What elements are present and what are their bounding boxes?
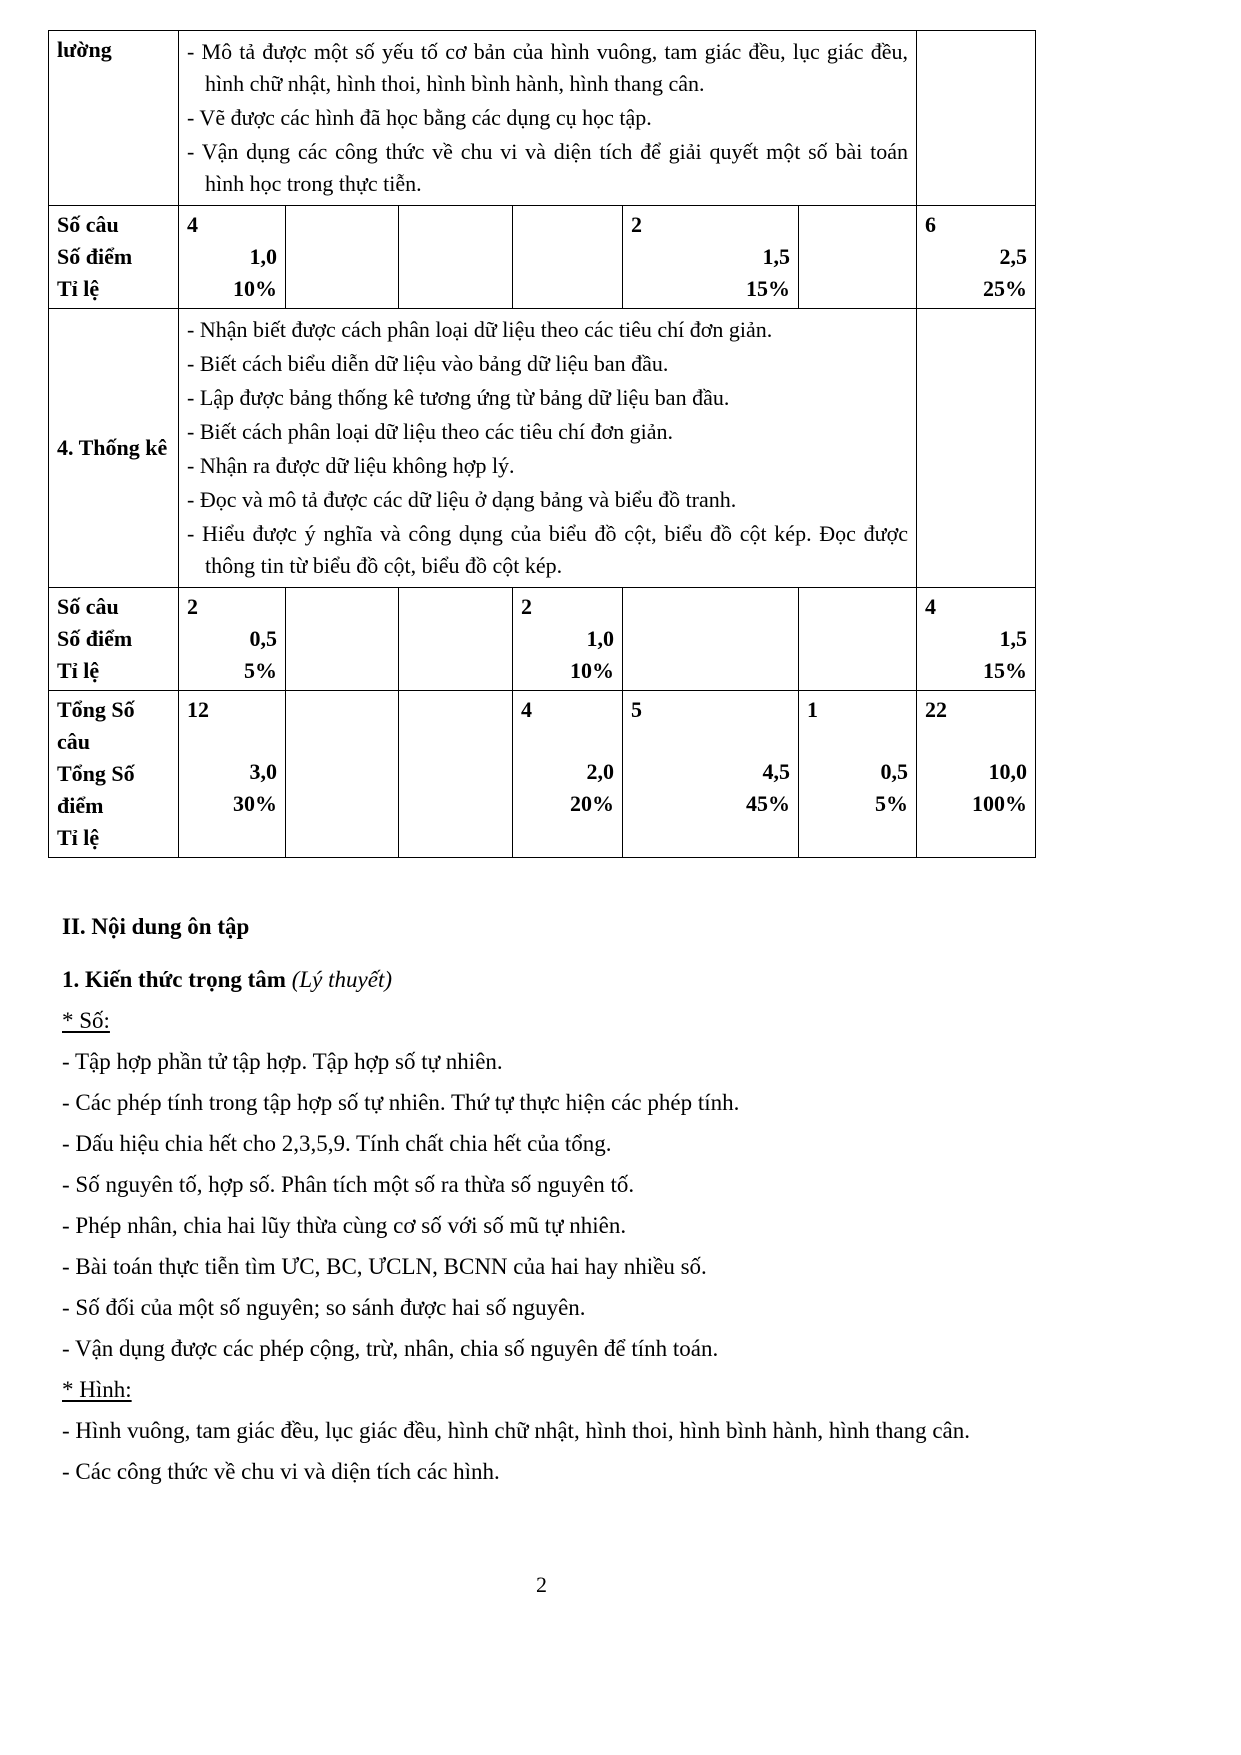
stat-count: 4 <box>925 594 937 619</box>
stat-count: 22 <box>925 697 948 722</box>
table-row-statistics <box>49 309 1036 588</box>
bullet-item: - Vẽ được các hình đã học bằng các dụng cụ học tập. <box>187 105 652 130</box>
subsection-title <box>62 959 1025 1000</box>
list-item: - Phép nhân, chia hai lũy thừa cùng cơ số với số mũ tự nhiên. <box>62 1213 627 1238</box>
stat-count: 5 <box>631 697 642 722</box>
stats-label-line: Số điểm <box>57 626 133 651</box>
stat-percent: 100% <box>972 791 1028 816</box>
list-item: - Tập hợp phần tử tập hợp. Tập hợp số tự nhiên. <box>62 1049 503 1074</box>
stat-cell-total <box>917 691 1036 858</box>
stats-label-line: Số câu <box>57 594 119 619</box>
stat-percent: 5% <box>875 791 909 816</box>
totals-label-line: Tỉ lệ <box>57 825 100 850</box>
totals-label-line: Tổng Số câu <box>57 697 135 754</box>
empty-cell <box>917 31 1036 206</box>
stat-cell-col-f <box>799 691 917 858</box>
bullet-item: - Đọc và mô tả được các dữ liệu ở dạng bảng và biểu đồ tranh. <box>187 487 737 512</box>
stat-points: 1,5 <box>762 244 790 269</box>
stat-points: 1,0 <box>586 626 614 651</box>
stat-percent: 10% <box>570 658 614 683</box>
list-item: - Các phép tính trong tập hợp số tự nhiên. Thứ tự thực hiện các phép tính. <box>62 1090 740 1115</box>
stat-percent: 20% <box>570 791 614 816</box>
stat-cell-col-a <box>179 691 286 858</box>
empty-cell <box>623 588 799 691</box>
stat-percent: 15% <box>983 658 1028 683</box>
bullet-item: - Nhận biết được cách phân loại dữ liệu theo các tiêu chí đơn giản. <box>187 317 773 342</box>
bullet-item: - Vận dụng các công thức về chu vi và diện tích để giải quyết một số bài toán hình học trong thực tiễn. <box>187 139 909 196</box>
bullet-item: - Biết cách biểu diễn dữ liệu vào bảng dữ liệu ban đầu. <box>187 351 669 376</box>
list-item: - Hình vuông, tam giác đều, lục giác đều, hình chữ nhật, hình thoi, hình bình hành, hình thang cân. <box>62 1418 971 1443</box>
stat-points: 2,0 <box>586 759 614 784</box>
totals-label-cell <box>49 691 179 858</box>
bullet-item: - Nhận ra được dữ liệu không hợp lý. <box>187 453 515 478</box>
stat-count: 12 <box>187 697 209 722</box>
table-row-totals <box>49 691 1036 858</box>
list-item: - Bài toán thực tiễn tìm ƯC, BC, ƯCLN, BCNN của hai hay nhiều số. <box>62 1254 707 1279</box>
topic-label-measure <box>49 31 179 206</box>
stats-label-cell <box>49 206 179 309</box>
empty-cell <box>286 691 399 858</box>
stats-label-line: Số điểm <box>57 244 133 269</box>
exam-matrix-table <box>48 30 1036 858</box>
empty-cell <box>286 588 399 691</box>
numbers-heading: * Số: <box>62 1008 110 1033</box>
stat-percent: 10% <box>233 276 277 301</box>
stat-cell-col-e <box>623 206 799 309</box>
stat-count: 2 <box>631 212 642 237</box>
stats-label-line: Tỉ lệ <box>57 276 100 301</box>
table-row-measure <box>49 31 1036 206</box>
empty-cell <box>399 206 513 309</box>
stat-points: 0,5 <box>249 626 277 651</box>
bullet-item: - Hiểu được ý nghĩa và công dụng của biểu đồ cột, biểu đồ cột kép. Đọc được thông tin từ biểu đồ cột, biểu đồ cột kép. <box>187 521 909 578</box>
empty-cell <box>399 691 513 858</box>
stat-percent: 30% <box>233 791 277 816</box>
stat-cell-total <box>917 588 1036 691</box>
stats-label-cell <box>49 588 179 691</box>
page-number: 2 <box>536 1572 547 1597</box>
topic-label-statistics <box>49 309 179 588</box>
empty-cell <box>513 206 623 309</box>
empty-cell <box>286 206 399 309</box>
stat-points: 1,5 <box>999 626 1028 651</box>
empty-cell <box>799 206 917 309</box>
section-review-content <box>62 906 1025 1492</box>
subsection-note: (Lý thuyết) <box>291 967 392 992</box>
stat-count: 4 <box>187 212 198 237</box>
stats-label-line: Tỉ lệ <box>57 658 100 683</box>
stat-percent: 25% <box>983 276 1028 301</box>
subsection-title-text: 1. Kiến thức trọng tâm <box>62 967 286 992</box>
bullet-item: - Mô tả được một số yếu tố cơ bản của hình vuông, tam giác đều, lục giác đều, hình chữ nhật, hình thoi, hình bình hành, hình thang cân. <box>187 39 909 96</box>
stat-percent: 15% <box>746 276 790 301</box>
stat-count: 2 <box>521 594 532 619</box>
table-row-stats-measure <box>49 206 1036 309</box>
list-item: - Số nguyên tố, hợp số. Phân tích một số ra thừa số nguyên tố. <box>62 1172 635 1197</box>
empty-cell <box>799 588 917 691</box>
list-item: - Dấu hiệu chia hết cho 2,3,5,9. Tính chất chia hết của tổng. <box>62 1131 612 1156</box>
stat-count: 6 <box>925 212 937 237</box>
stat-points: 0,5 <box>880 759 909 784</box>
bullet-item: - Biết cách phân loại dữ liệu theo các tiêu chí đơn giản. <box>187 419 673 444</box>
section-title: II. Nội dung ôn tập <box>62 914 250 939</box>
stat-count: 2 <box>187 594 198 619</box>
stat-cell-col-a <box>179 588 286 691</box>
stat-points: 4,5 <box>762 759 790 784</box>
table-row-stats-statistics <box>49 588 1036 691</box>
stat-cell-col-d <box>513 588 623 691</box>
stat-cell-total <box>917 206 1036 309</box>
measure-content-cell <box>179 31 917 206</box>
empty-cell <box>399 588 513 691</box>
stat-points: 3,0 <box>249 759 277 784</box>
stat-cell-col-d <box>513 691 623 858</box>
stat-percent: 5% <box>244 658 277 683</box>
stat-cell-col-e <box>623 691 799 858</box>
stat-points: 2,5 <box>999 244 1028 269</box>
topic-label-text: 4. Thống kê <box>57 435 168 460</box>
list-item: - Vận dụng được các phép cộng, trừ, nhân, chia số nguyên để tính toán. <box>62 1336 719 1361</box>
bullet-item: - Lập được bảng thống kê tương ứng từ bảng dữ liệu ban đầu. <box>187 385 730 410</box>
shapes-heading: * Hình: <box>62 1377 132 1402</box>
statistics-content-cell <box>179 309 917 588</box>
list-item: - Các công thức về chu vi và diện tích các hình. <box>62 1459 500 1484</box>
empty-cell <box>917 309 1036 588</box>
stat-points: 1,0 <box>249 244 277 269</box>
stat-cell-col-a <box>179 206 286 309</box>
stats-label-line: Số câu <box>57 212 119 237</box>
list-item: - Số đối của một số nguyên; so sánh được hai số nguyên. <box>62 1295 586 1320</box>
stat-points: 10,0 <box>988 759 1028 784</box>
stat-count: 1 <box>807 697 818 722</box>
topic-label-text: lường <box>57 37 112 62</box>
stat-percent: 45% <box>746 791 790 816</box>
totals-label-line: Tổng Số điểm <box>57 761 135 818</box>
stat-count: 4 <box>521 697 532 722</box>
